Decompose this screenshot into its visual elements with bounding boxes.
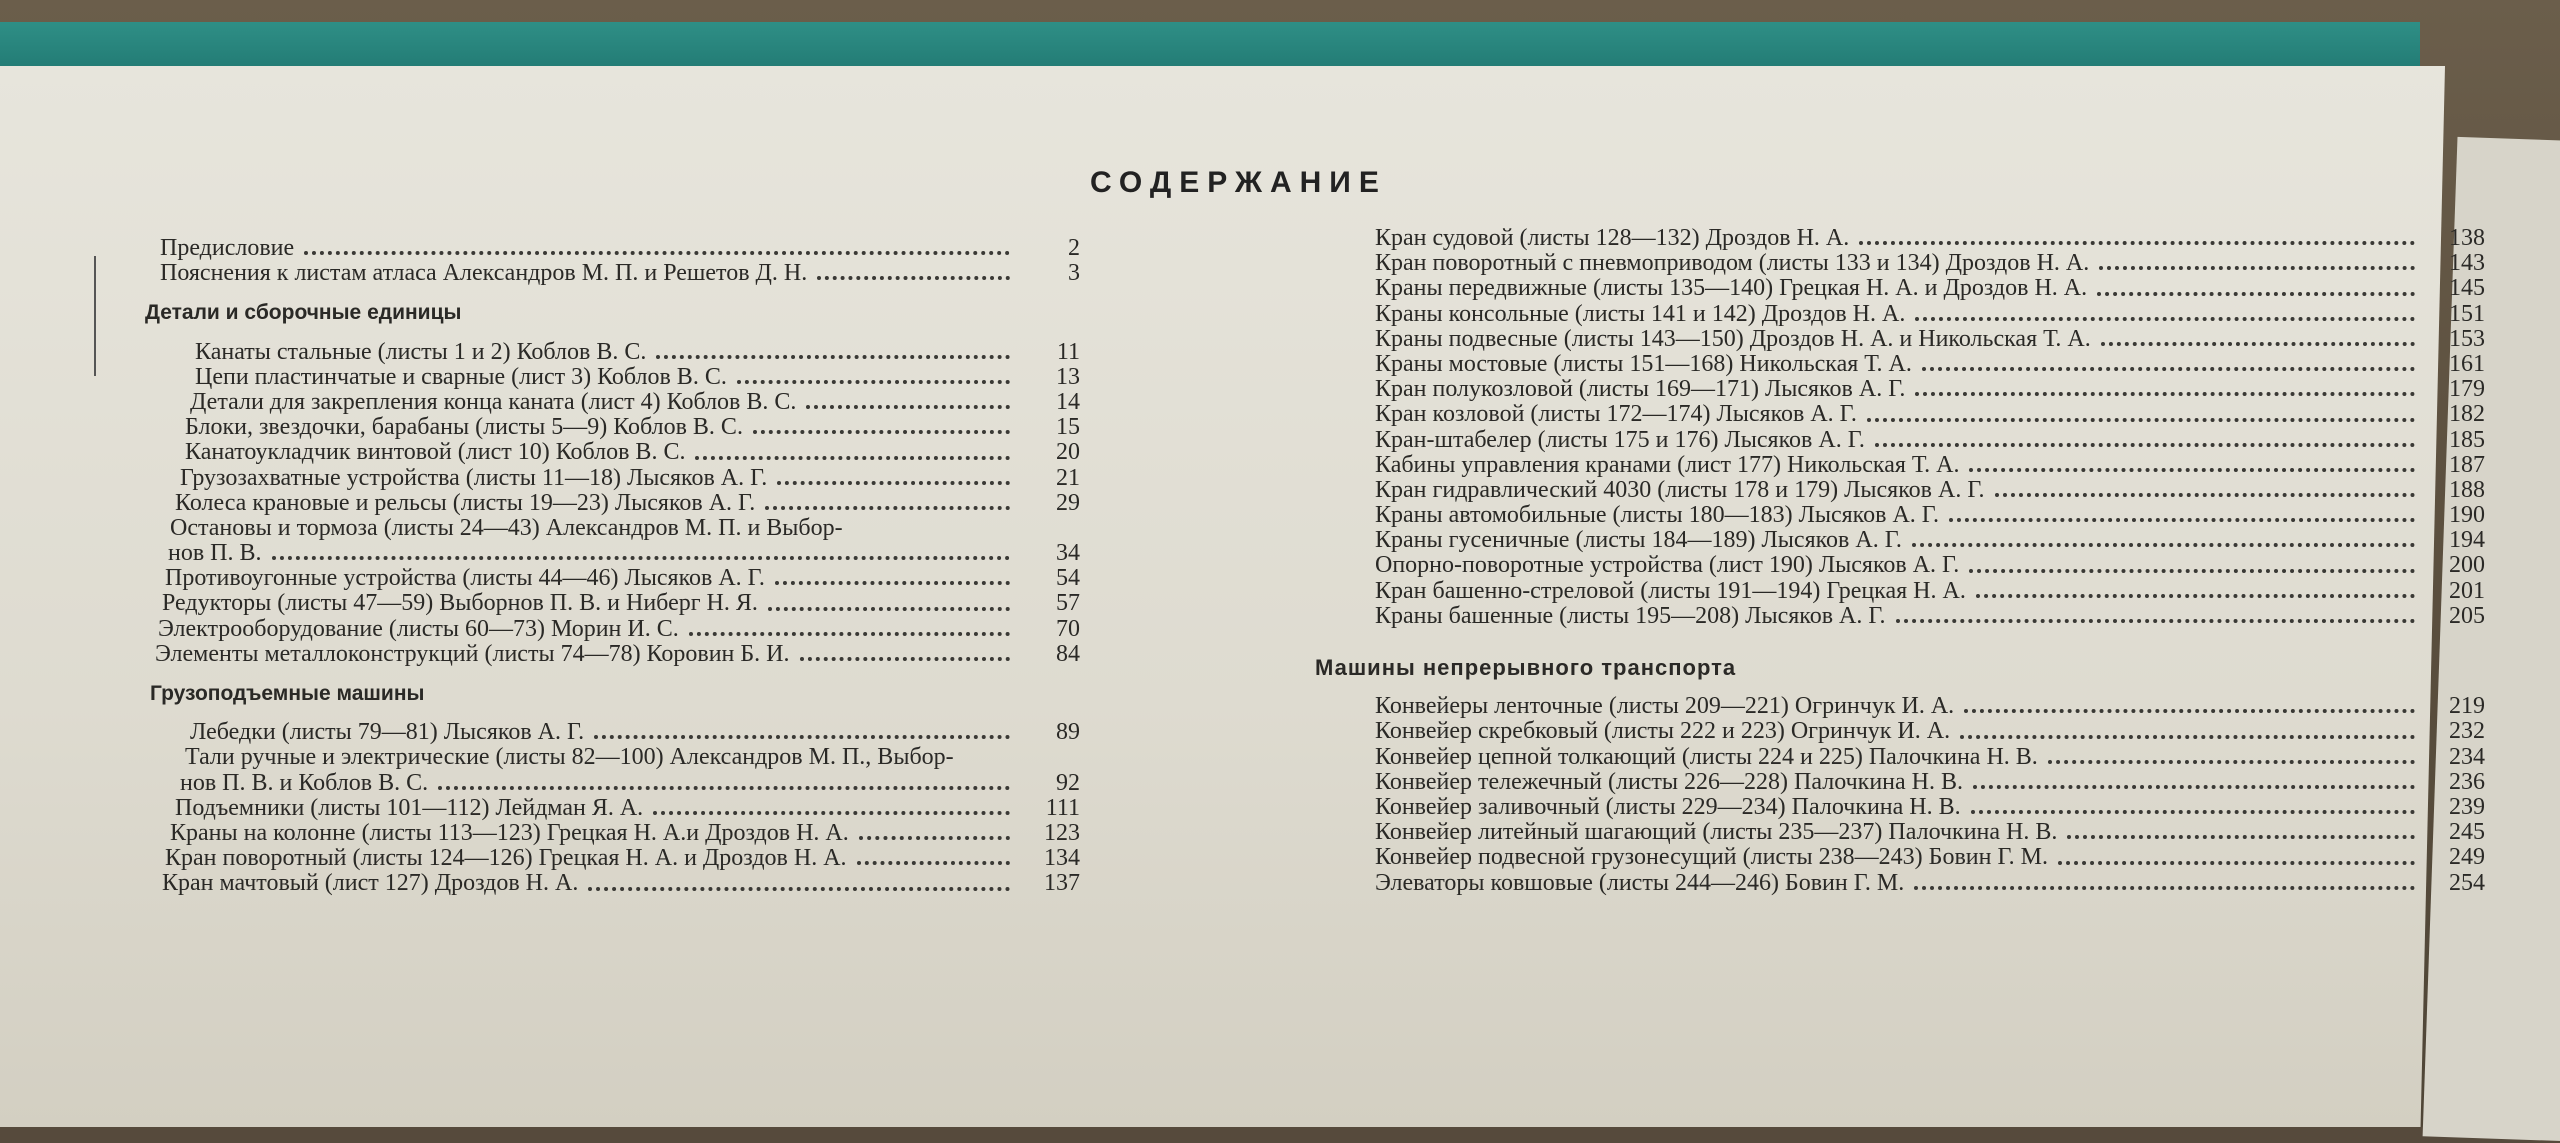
page-number: 239 — [2449, 793, 2485, 820]
entry-title: Краны на колонне (листы 113—123) Грецкая Н. А.и Дроздов Н. А. — [170, 819, 849, 846]
entry-title: Краны подвесные (листы 143—150) Дроздов Н. А. и Никольская Т. А. — [1375, 325, 2091, 352]
leader-dots — [2099, 266, 2415, 270]
leader-dots — [1960, 735, 2415, 739]
entry-title: Остановы и тормоза (листы 24—43) Александров М. П. и Выбор- — [170, 514, 843, 541]
page-number: 205 — [2449, 602, 2485, 629]
entry-title: Предисловие — [160, 235, 295, 261]
toc-entry — [1315, 719, 2485, 744]
toc-entry — [1315, 478, 2485, 503]
leader-dots — [588, 887, 1010, 891]
toc-entry — [1315, 276, 2485, 301]
page-number: 15 — [1056, 414, 1080, 441]
page-number: 57 — [1056, 590, 1080, 617]
entry-title: Детали для закрепления конца каната (лист 4) Коблов В. С. — [190, 388, 797, 415]
leader-dots — [1915, 317, 2415, 321]
entry-title: Конвейер заливочный (листы 229—234) Палочкина Н. В. — [1375, 793, 1961, 820]
entry-title: Элементы металлоконструкций (листы 74—78) Коровин Б. И. — [155, 640, 790, 667]
toc-entry — [70, 617, 1080, 642]
page-number: 153 — [2449, 325, 2485, 352]
leader-dots — [1867, 418, 2415, 422]
leader-dots — [1995, 493, 2415, 497]
leader-dots — [1973, 785, 2415, 789]
entry-title: Пояснения к листам атласа Александров М. П. и Решетов Д. Н. — [160, 260, 808, 287]
toc-entry — [1315, 352, 2485, 377]
toc-entry — [1315, 745, 2485, 770]
page-number: 13 — [1056, 363, 1080, 390]
entry-title: Подъемники (листы 101—112) Лейдман Я. А. — [175, 794, 644, 821]
page-number: 21 — [1056, 464, 1080, 491]
page-number: 14 — [1056, 388, 1080, 415]
entry-title: Кран мачтовый (лист 127) Дроздов Н. А. — [162, 870, 579, 897]
leader-dots — [2058, 861, 2415, 865]
leader-dots — [1859, 241, 2415, 245]
page-number: 11 — [1056, 338, 1080, 365]
entry-title: Краны автомобильные (листы 180—183) Лысяков А. Г. — [1375, 502, 1939, 529]
entry-title: Кран полукозловой (листы 169—171) Лысяков А. Г. — [1375, 376, 1906, 403]
toc-entry — [1315, 820, 2485, 845]
entry-title: Краны гусеничные (листы 184—189) Лысяков А. Г. — [1375, 527, 1902, 554]
entry-title: нов П. В. — [168, 540, 262, 567]
leader-dots — [2101, 342, 2415, 346]
toc-entry — [1315, 528, 2485, 553]
entry-title: Кран башенно-стреловой (листы 191—194) Грецкая Н. А. — [1375, 577, 1966, 604]
spacer — [70, 286, 1080, 300]
entry-title: нов П. В. и Коблов В. С. — [180, 769, 429, 796]
page-number: 54 — [1056, 565, 1080, 592]
entry-title: Кран гидравлический 4030 (листы 178 и 179) Лысяков А. Г. — [1375, 476, 1985, 503]
toc-entry — [70, 846, 1080, 871]
entry-title: Конвейеры ленточные (листы 209—221) Огринчук И. А. — [1375, 693, 1955, 720]
page-number: 234 — [2449, 743, 2485, 770]
page-number: 89 — [1056, 719, 1080, 746]
entry-title: Конвейер скребковый (листы 222 и 223) Огринчук И. А. — [1375, 718, 1951, 745]
section-title: Детали и сборочные единицы — [145, 301, 462, 325]
entry-title: Кран судовой (листы 128—132) Дроздов Н. А. — [1375, 225, 1850, 251]
leader-dots — [695, 456, 1010, 460]
page-number: 161 — [2449, 350, 2485, 377]
toc-entry — [70, 236, 1080, 261]
leader-dots — [768, 607, 1010, 611]
entry-title: Элеваторы ковшовые (листы 244—246) Бовин Г. М. — [1375, 869, 1905, 896]
leader-dots — [1949, 518, 2415, 522]
toc-entry — [1315, 251, 2485, 276]
toc-entry — [70, 261, 1080, 286]
entry-title: Краны передвижные (листы 135—140) Грецкая Н. А. и Дроздов Н. А. — [1375, 275, 2088, 302]
page-number: 190 — [2449, 502, 2485, 529]
toc-entry — [1315, 503, 2485, 528]
toc-entry — [70, 415, 1080, 440]
toc-entry — [70, 466, 1080, 491]
toc-entry — [1315, 871, 2485, 896]
entry-title: Грузозахватные устройства (листы 11—18) Лысяков А. Г. — [180, 464, 768, 491]
page-number: 34 — [1056, 540, 1080, 567]
entry-title: Краны мостовые (листы 151—168) Никольская Т. А. — [1375, 350, 1912, 377]
page-number: 219 — [2449, 693, 2485, 720]
spacer — [70, 706, 1080, 720]
page-number: 29 — [1056, 489, 1080, 516]
toc-entry — [70, 591, 1080, 616]
spacer — [70, 326, 1080, 340]
toc-entry — [70, 491, 1080, 516]
page-number: 3 — [1068, 260, 1080, 287]
leader-dots — [806, 405, 1010, 409]
toc-entry — [1315, 795, 2485, 820]
page-number: 187 — [2449, 451, 2485, 478]
leader-dots — [2067, 835, 2415, 839]
entry-title: Лебедки (листы 79—81) Лысяков А. Г. — [190, 719, 585, 746]
page-number: 236 — [2449, 768, 2485, 795]
leader-dots — [1915, 392, 2415, 396]
page-number: 70 — [1056, 615, 1080, 642]
page-number: 2 — [1068, 235, 1080, 261]
entry-title: Кран козловой (листы 172—174) Лысяков А. Г. — [1375, 401, 1857, 428]
toc-entry — [70, 771, 1080, 796]
page-number: 84 — [1056, 640, 1080, 667]
entry-title: Опорно-поворотные устройства (лист 190) Лысяков А. Г. — [1375, 552, 1960, 579]
toc-entry — [1315, 845, 2485, 870]
entry-title: Конвейер тележечный (листы 226—228) Палочкина Н. В. — [1375, 768, 1963, 795]
leader-dots — [653, 811, 1010, 815]
entry-title: Тали ручные и электрические (листы 82—100) Александров М. П., Выбор- — [185, 744, 954, 771]
leader-dots — [859, 836, 1010, 840]
entry-title: Краны башенные (листы 195—208) Лысяков А. Г. — [1375, 602, 1886, 629]
toc-entry — [1315, 604, 2485, 629]
page-title: СОДЕРЖАНИЕ — [1090, 166, 1387, 199]
page-number: 245 — [2449, 819, 2485, 846]
entry-title: Краны консольные (листы 141 и 142) Дроздов Н. А. — [1375, 300, 1906, 327]
leader-dots — [765, 506, 1010, 510]
toc-entry — [1315, 553, 2485, 578]
toc-entry — [70, 871, 1080, 896]
toc-entry — [1315, 402, 2485, 427]
page-number: 249 — [2449, 844, 2485, 871]
leader-dots — [656, 355, 1010, 359]
toc-entry — [70, 566, 1080, 591]
spacer — [1315, 629, 2485, 655]
page-number: 232 — [2449, 718, 2485, 745]
entry-title: Конвейер подвесной грузонесущий (листы 238—243) Бовин Г. М. — [1375, 844, 2048, 871]
leader-dots — [817, 276, 1010, 280]
toc-entry — [70, 745, 1080, 770]
page-number: 201 — [2449, 577, 2485, 604]
leader-dots — [1969, 468, 2415, 472]
toc-left-column — [70, 236, 1080, 897]
page-number: 185 — [2449, 426, 2485, 453]
entry-title: Редукторы (листы 47—59) Выборнов П. В. и Ниберг Н. Я. — [162, 590, 758, 617]
page-number: 143 — [2449, 250, 2485, 277]
toc-entry — [1315, 226, 2485, 251]
page-number: 20 — [1056, 439, 1080, 466]
toc-entry — [1315, 579, 2485, 604]
toc-entry — [70, 440, 1080, 465]
leader-dots — [775, 581, 1010, 585]
page-number: 182 — [2449, 401, 2485, 428]
entry-title: Противоугонные устройства (листы 44—46) Лысяков А. Г. — [165, 565, 765, 592]
leader-dots — [272, 556, 1010, 560]
toc-entry — [1315, 428, 2485, 453]
toc-section-heading — [1315, 655, 2485, 680]
leader-dots — [1875, 443, 2415, 447]
entry-title: Колеса крановые и рельсы (листы 19—23) Лысяков А. Г. — [175, 489, 756, 516]
toc-entry — [70, 642, 1080, 667]
toc-entry — [1315, 453, 2485, 478]
leader-dots — [1964, 709, 2415, 713]
toc-entry — [70, 340, 1080, 365]
leader-dots — [2097, 292, 2415, 296]
page-number: 138 — [2449, 225, 2485, 251]
leader-dots — [1971, 810, 2415, 814]
leader-dots — [1976, 594, 2415, 598]
leader-dots — [737, 380, 1010, 384]
leader-dots — [1969, 569, 2415, 573]
leader-dots — [1896, 619, 2415, 623]
leader-dots — [1912, 543, 2415, 547]
entry-title: Кран-штабелер (листы 175 и 176) Лысяков А. Г. — [1375, 426, 1865, 453]
leader-dots — [800, 657, 1010, 661]
toc-entry — [1315, 302, 2485, 327]
entry-title: Кран поворотный (листы 124—126) Грецкая Н. А. и Дроздов Н. А. — [165, 845, 847, 872]
leader-dots — [1922, 367, 2415, 371]
page-number: 92 — [1056, 769, 1080, 796]
toc-entry — [70, 365, 1080, 390]
page-number: 194 — [2449, 527, 2485, 554]
toc-entry — [70, 796, 1080, 821]
toc-entry — [70, 821, 1080, 846]
section-title: Машины непрерывного транспорта — [1315, 655, 1737, 680]
toc-entry — [1315, 770, 2485, 795]
page-number: 200 — [2449, 552, 2485, 579]
leader-dots — [438, 786, 1010, 790]
toc-entry — [70, 390, 1080, 415]
toc-section-heading — [70, 300, 1080, 325]
leader-dots — [777, 481, 1010, 485]
page-number: 188 — [2449, 476, 2485, 503]
spacer — [70, 667, 1080, 681]
toc-right-column — [1315, 226, 2485, 896]
entry-title: Конвейер литейный шагающий (листы 235—237) Палочкина Н. В. — [1375, 819, 2058, 846]
page-number: 179 — [2449, 376, 2485, 403]
leader-dots — [304, 251, 1010, 255]
entry-title: Блоки, звездочки, барабаны (листы 5—9) Коблов В. С. — [185, 414, 743, 441]
toc-section-heading — [70, 681, 1080, 706]
leader-dots — [594, 735, 1010, 739]
toc-entry — [70, 720, 1080, 745]
entry-title: Кран поворотный с пневмоприводом (листы 133 и 134) Дроздов Н. А. — [1375, 250, 2090, 277]
leader-dots — [689, 632, 1010, 636]
page-number: 254 — [2449, 869, 2485, 896]
page-number: 134 — [1044, 845, 1080, 872]
leader-dots — [2048, 760, 2415, 764]
page-number: 123 — [1044, 819, 1080, 846]
entry-title: Конвейер цепной толкающий (листы 224 и 225) Палочкина Н. В. — [1375, 743, 2038, 770]
page-number: 137 — [1044, 870, 1080, 897]
page-number: 145 — [2449, 275, 2485, 302]
entry-title: Канатоукладчик винтовой (лист 10) Коблов В. С. — [185, 439, 686, 466]
entry-title: Цепи пластинчатые и сварные (лист 3) Коблов В. С. — [195, 363, 727, 390]
leader-dots — [1914, 886, 2415, 890]
entry-title: Кабины управления кранами (лист 177) Никольская Т. А. — [1375, 451, 1960, 478]
leader-dots — [753, 430, 1010, 434]
section-title: Грузоподъемные машины — [150, 682, 425, 705]
page-number: 151 — [2449, 300, 2485, 327]
page-number: 111 — [1045, 794, 1080, 821]
toc-entry — [70, 541, 1080, 566]
entry-title: Канаты стальные (листы 1 и 2) Коблов В. С. — [195, 338, 647, 365]
toc-entry — [1315, 694, 2485, 719]
toc-entry — [1315, 327, 2485, 352]
leader-dots — [857, 861, 1010, 865]
entry-title: Электрооборудование (листы 60—73) Морин И. С. — [158, 615, 679, 642]
toc-entry — [70, 516, 1080, 541]
spacer — [1315, 680, 2485, 694]
toc-entry — [1315, 377, 2485, 402]
